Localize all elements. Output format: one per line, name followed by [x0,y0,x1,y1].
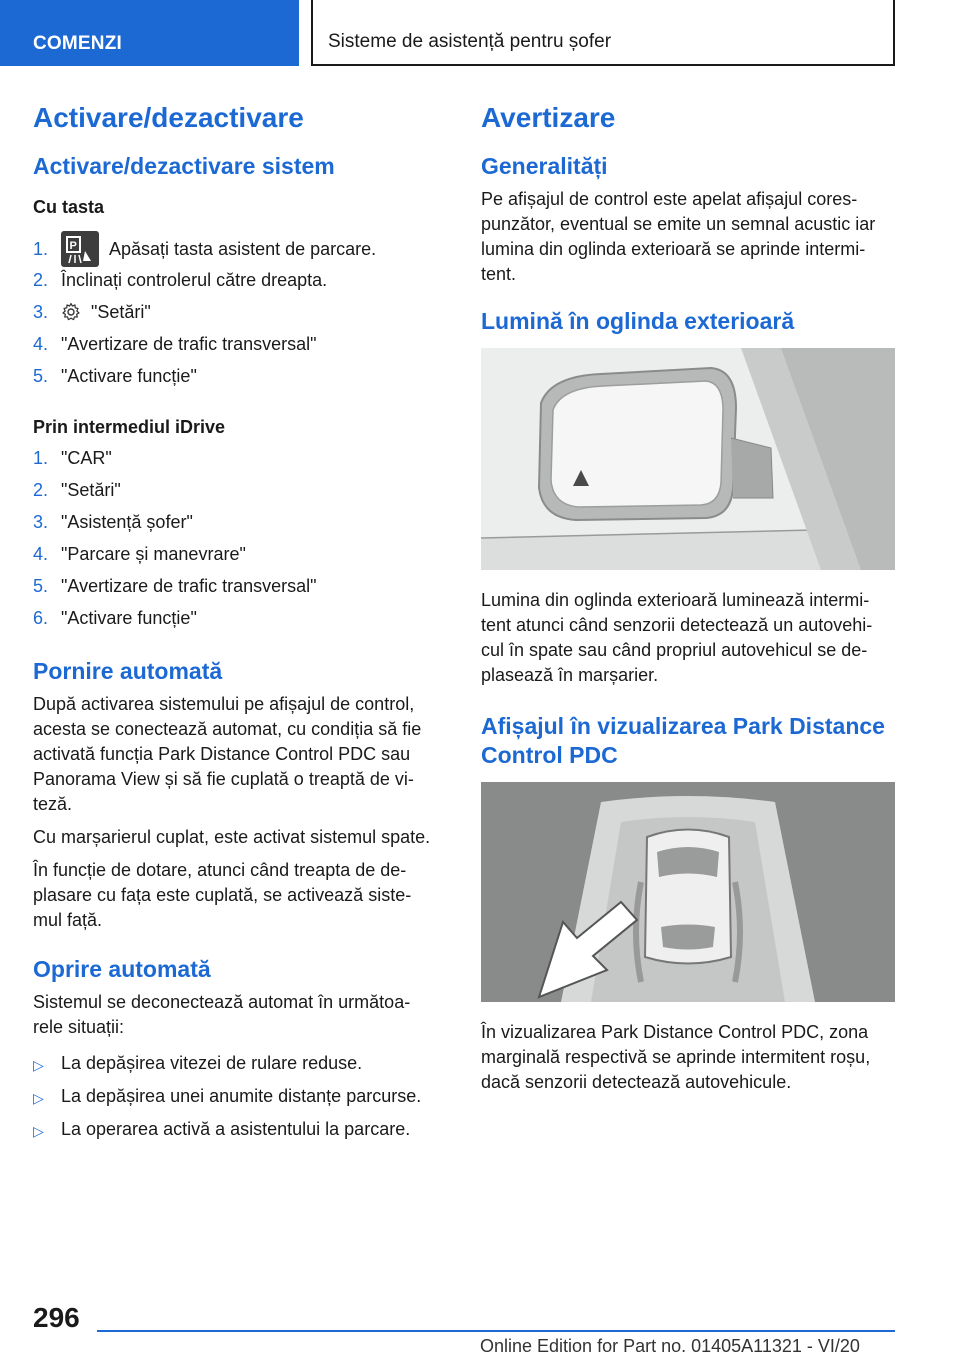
heading-mirror-light: Lumină în oglinda exterioară [481,308,795,334]
list-item: 4. "Avertizare de trafic transversal" [33,334,317,354]
heading-activation: Activare/dezactivare [33,102,304,133]
heading-system-activation: Activare/dezactivare sistem [33,153,335,179]
pdc-paragraph: În vizualizarea Park Distance Control PDC, zona marginală respectivă se aprinde intermitent roșu, dacă senzorii detectează autovehicule. [481,1022,871,1092]
list-item: 5. "Avertizare de trafic transversal" [33,576,317,596]
pdc-view-image [481,782,895,1002]
edition-note: Online Edition for Part no. 01405A11321 - VI/20 [480,1336,860,1356]
list-item: 1. "CAR" [33,448,112,468]
triangle-bullet-icon: ▷ [33,1090,44,1106]
chapter-title: Sisteme de asistență pentru șofer [311,0,895,66]
right-column [481,100,895,1103]
idrive-steps-list [33,447,443,639]
list-item: 4. "Parcare și manevrare" [33,544,246,564]
triangle-bullet-icon: ▷ [33,1057,44,1073]
page-number: 296 [33,1302,80,1333]
list-item: 2. Înclinați controlerul către dreapta. [33,270,328,290]
list-item: 3. "Setări" [33,302,151,322]
button-steps-list [33,229,443,397]
heading-warning: Avertizare [481,102,616,133]
parking-assistant-icon [61,231,99,267]
section-tab: COMENZI [0,0,299,66]
svg-text:P: P [69,240,77,252]
auto-stop-list [33,1052,443,1151]
list-item: 6. "Activare funcție" [33,608,197,628]
auto-start-paragraph-1: După activarea sistemului pe afișajul de control, acesta se conectează automat, cu condiția să fie activată funcția Park Distance Control PDC sau Panorama View și să fie cuplată o treaptă de vi- teză. [33,694,422,814]
heading-auto-stop: Oprire automată [33,956,211,982]
heading-auto-start: Pornire automată [33,658,223,684]
heading-pdc-display: Afișajul în vizualizarea Park Distance Control PDC [481,713,885,768]
left-column [33,100,443,1151]
auto-stop-paragraph: Sistemul se deconectează automat în următoa- rele situații: [33,992,411,1037]
page-header [0,0,960,66]
list-item: 2. "Setări" [33,480,121,500]
heading-via-idrive: Prin intermediul iDrive [33,417,226,437]
general-paragraph: Pe afișajul de control este apelat afișajul cores- punzător, eventual se emite un semnal acustic iar lumina din oglinda exterioară se aprinde intermi- tent. [481,189,876,284]
list-item: 3. "Asistență șofer" [33,512,193,532]
heading-with-button: Cu tasta [33,197,105,217]
triangle-bullet-icon: ▷ [33,1123,44,1139]
list-item: 5. "Activare funcție" [33,366,197,386]
heading-general: Generalități [481,153,608,179]
list-item: ▷ La depășirea vitezei de rulare reduse. [33,1052,443,1085]
auto-start-paragraph-3: În funcție de dotare, atunci când treapta de de- plasare cu fața este cuplată, se activează siste- mul față. [33,860,412,930]
auto-start-paragraph-2: Cu marșarierul cuplat, este activat sistemul spate. [33,827,431,847]
mirror-light-paragraph: Lumina din oglinda exterioară luminează intermi- tent atunci când senzorii detectează un autovehi- cul în spate sau când propriul autovehicul se de- plasează în marșarier. [481,590,873,685]
list-item: ▷ La operarea activă a asistentului la parcare. [33,1118,443,1151]
mirror-light-image [481,348,895,570]
list-item: ▷ La depășirea unei anumite distanțe parcurse. [33,1085,443,1118]
gear-icon [61,302,81,322]
footer-divider [97,1330,895,1332]
list-item: 1. P Apăsați tasta asistent de parcare. [33,229,443,269]
